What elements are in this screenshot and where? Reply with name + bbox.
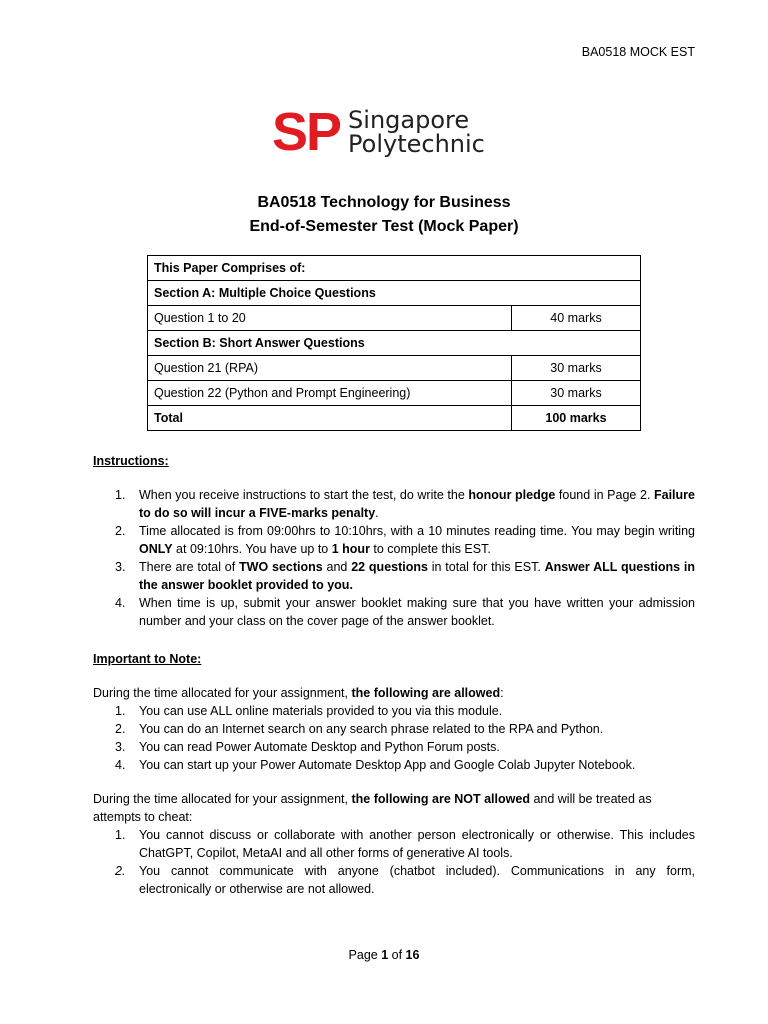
text: to complete this EST.: [369, 542, 491, 556]
text: During the time allocated for your assignment,: [93, 792, 352, 806]
table-cell-marks: 30 marks: [512, 381, 641, 406]
list-item: 1. You can use ALL online materials provided to you via this module.: [115, 704, 503, 718]
text: Page: [348, 948, 382, 962]
table-cell: Section B: Short Answer Questions: [148, 331, 641, 356]
important-note-section: [93, 650, 695, 898]
text: You can use ALL online materials provided to you via this module.: [139, 704, 503, 718]
text: There are total of: [139, 560, 240, 574]
list-item: 3. You can read Power Automate Desktop and Python Forum posts.: [115, 740, 500, 754]
text: Failure to do so will incur a FIVE-marks penalty: [139, 488, 695, 520]
logo-line2: Polytechnic: [348, 130, 485, 158]
table-row: [148, 306, 641, 331]
text: 1 hour: [331, 542, 370, 556]
table-row: [148, 256, 641, 281]
list-item: 2. Time allocated is from 09:00hrs to 10:10hrs, with a 10 minutes reading time. You may begin writing ONLY at 09:10hrs. You have up to 1 hour to complete this EST.: [115, 524, 695, 556]
logo-line1: Singapore: [348, 106, 470, 134]
text: You can read Power Automate Desktop and Python Forum posts.: [139, 740, 500, 754]
text: .: [375, 506, 379, 520]
table-cell: This Paper Comprises of:: [148, 256, 641, 281]
text: at 09:10hrs. You have up to: [172, 542, 332, 556]
not-allowed-list: [93, 826, 695, 898]
table-row: [148, 381, 641, 406]
table-row: [148, 331, 641, 356]
table-cell: Question 22 (Python and Prompt Engineering): [148, 381, 512, 406]
text: in total for this EST.: [427, 560, 545, 574]
text: the following are NOT allowed: [351, 792, 530, 806]
paper-composition-table: [147, 255, 641, 431]
text: TWO sections: [239, 560, 323, 574]
text: You cannot discuss or collaborate with another person electronically or otherwise. This includes ChatGPT, Copilot, MetaAI and all other forms of generative AI tools.: [139, 828, 695, 860]
table-cell-marks: 100 marks: [512, 406, 641, 431]
table-cell: Total: [148, 406, 512, 431]
singapore-polytechnic-logo: [272, 102, 485, 162]
text: found in Page 2.: [555, 488, 654, 502]
text: 22 questions: [351, 560, 428, 574]
table-cell: Question 1 to 20: [148, 306, 512, 331]
text: When time is up, submit your answer booklet making sure that you have written your admission number and your class on the cover page of the answer booklet.: [139, 596, 695, 628]
table-cell-marks: 40 marks: [512, 306, 641, 331]
list-item: 2. You can do an Internet search on any search phrase related to the RPA and Python.: [115, 722, 604, 736]
instructions-section: [93, 452, 695, 630]
text: and: [322, 560, 352, 574]
document-subtitle: End-of-Semester Test (Mock Paper): [249, 218, 519, 235]
document-code: BA0518 MOCK EST: [581, 45, 695, 59]
logo-wordmark: [348, 108, 485, 156]
list-item: 3. There are total of TWO sections and 22 questions in total for this EST. Answer ALL questions in the answer booklet provided to you.: [115, 560, 695, 592]
text: of: [388, 948, 406, 962]
text: When you receive instructions to start the test, do write the: [139, 488, 469, 502]
list-item: 4. When time is up, submit your answer booklet making sure that you have written your admission number and your class on the cover page of the answer booklet.: [115, 596, 695, 628]
text: honour pledge: [468, 488, 556, 502]
page-footer: [0, 948, 768, 962]
allowed-intro: [93, 684, 695, 702]
table-cell: Section A: Multiple Choice Questions: [148, 281, 641, 306]
not-allowed-intro: [93, 790, 695, 826]
text: ONLY: [139, 542, 173, 556]
allowed-list: [93, 702, 695, 774]
list-item: 1. You cannot discuss or collaborate with another person electronically or otherwise. This includes ChatGPT, Copilot, MetaAI and all other forms of generative AI tools.: [115, 828, 695, 860]
instructions-list: [93, 486, 695, 630]
list-item: 2. You cannot communicate with anyone (chatbot included). Communications in any form, electronically or otherwise are not allowed.: [115, 864, 695, 896]
text: Time allocated is from 09:00hrs to 10:10hrs, with a 10 minutes reading time. You may begin writing: [139, 524, 695, 538]
table-cell-marks: 30 marks: [512, 356, 641, 381]
text: and will be treated as attempts to cheat:: [93, 792, 652, 824]
text: :: [500, 686, 504, 700]
text: During the time allocated for your assignment,: [93, 686, 352, 700]
text: You can start up your Power Automate Desktop App and Google Colab Jupyter Notebook.: [139, 758, 636, 772]
text: Answer ALL questions in the answer booklet provided to you.: [139, 560, 695, 592]
important-note-heading: Important to Note:: [93, 652, 202, 666]
text: the following are allowed: [351, 686, 501, 700]
document-title: BA0518 Technology for Business: [257, 194, 511, 211]
list-item: 4. You can start up your Power Automate Desktop App and Google Colab Jupyter Notebook.: [115, 758, 636, 772]
page-total: 16: [405, 948, 420, 962]
table-cell: Question 21 (RPA): [148, 356, 512, 381]
text: You can do an Internet search on any search phrase related to the RPA and Python.: [139, 722, 604, 736]
instructions-heading: Instructions:: [93, 454, 169, 468]
logo-mark: SP: [272, 102, 341, 162]
list-item: 1. When you receive instructions to start the test, do write the honour pledge found in Page 2. Failure to do so will incur a FIVE-marks penalty.: [115, 488, 695, 520]
table-row: [148, 281, 641, 306]
text: You cannot communicate with anyone (chatbot included). Communications in any form, electronically or otherwise are not allowed.: [139, 864, 695, 896]
table-row: [148, 406, 641, 431]
page-number: 1: [381, 948, 389, 962]
table-row: [148, 356, 641, 381]
